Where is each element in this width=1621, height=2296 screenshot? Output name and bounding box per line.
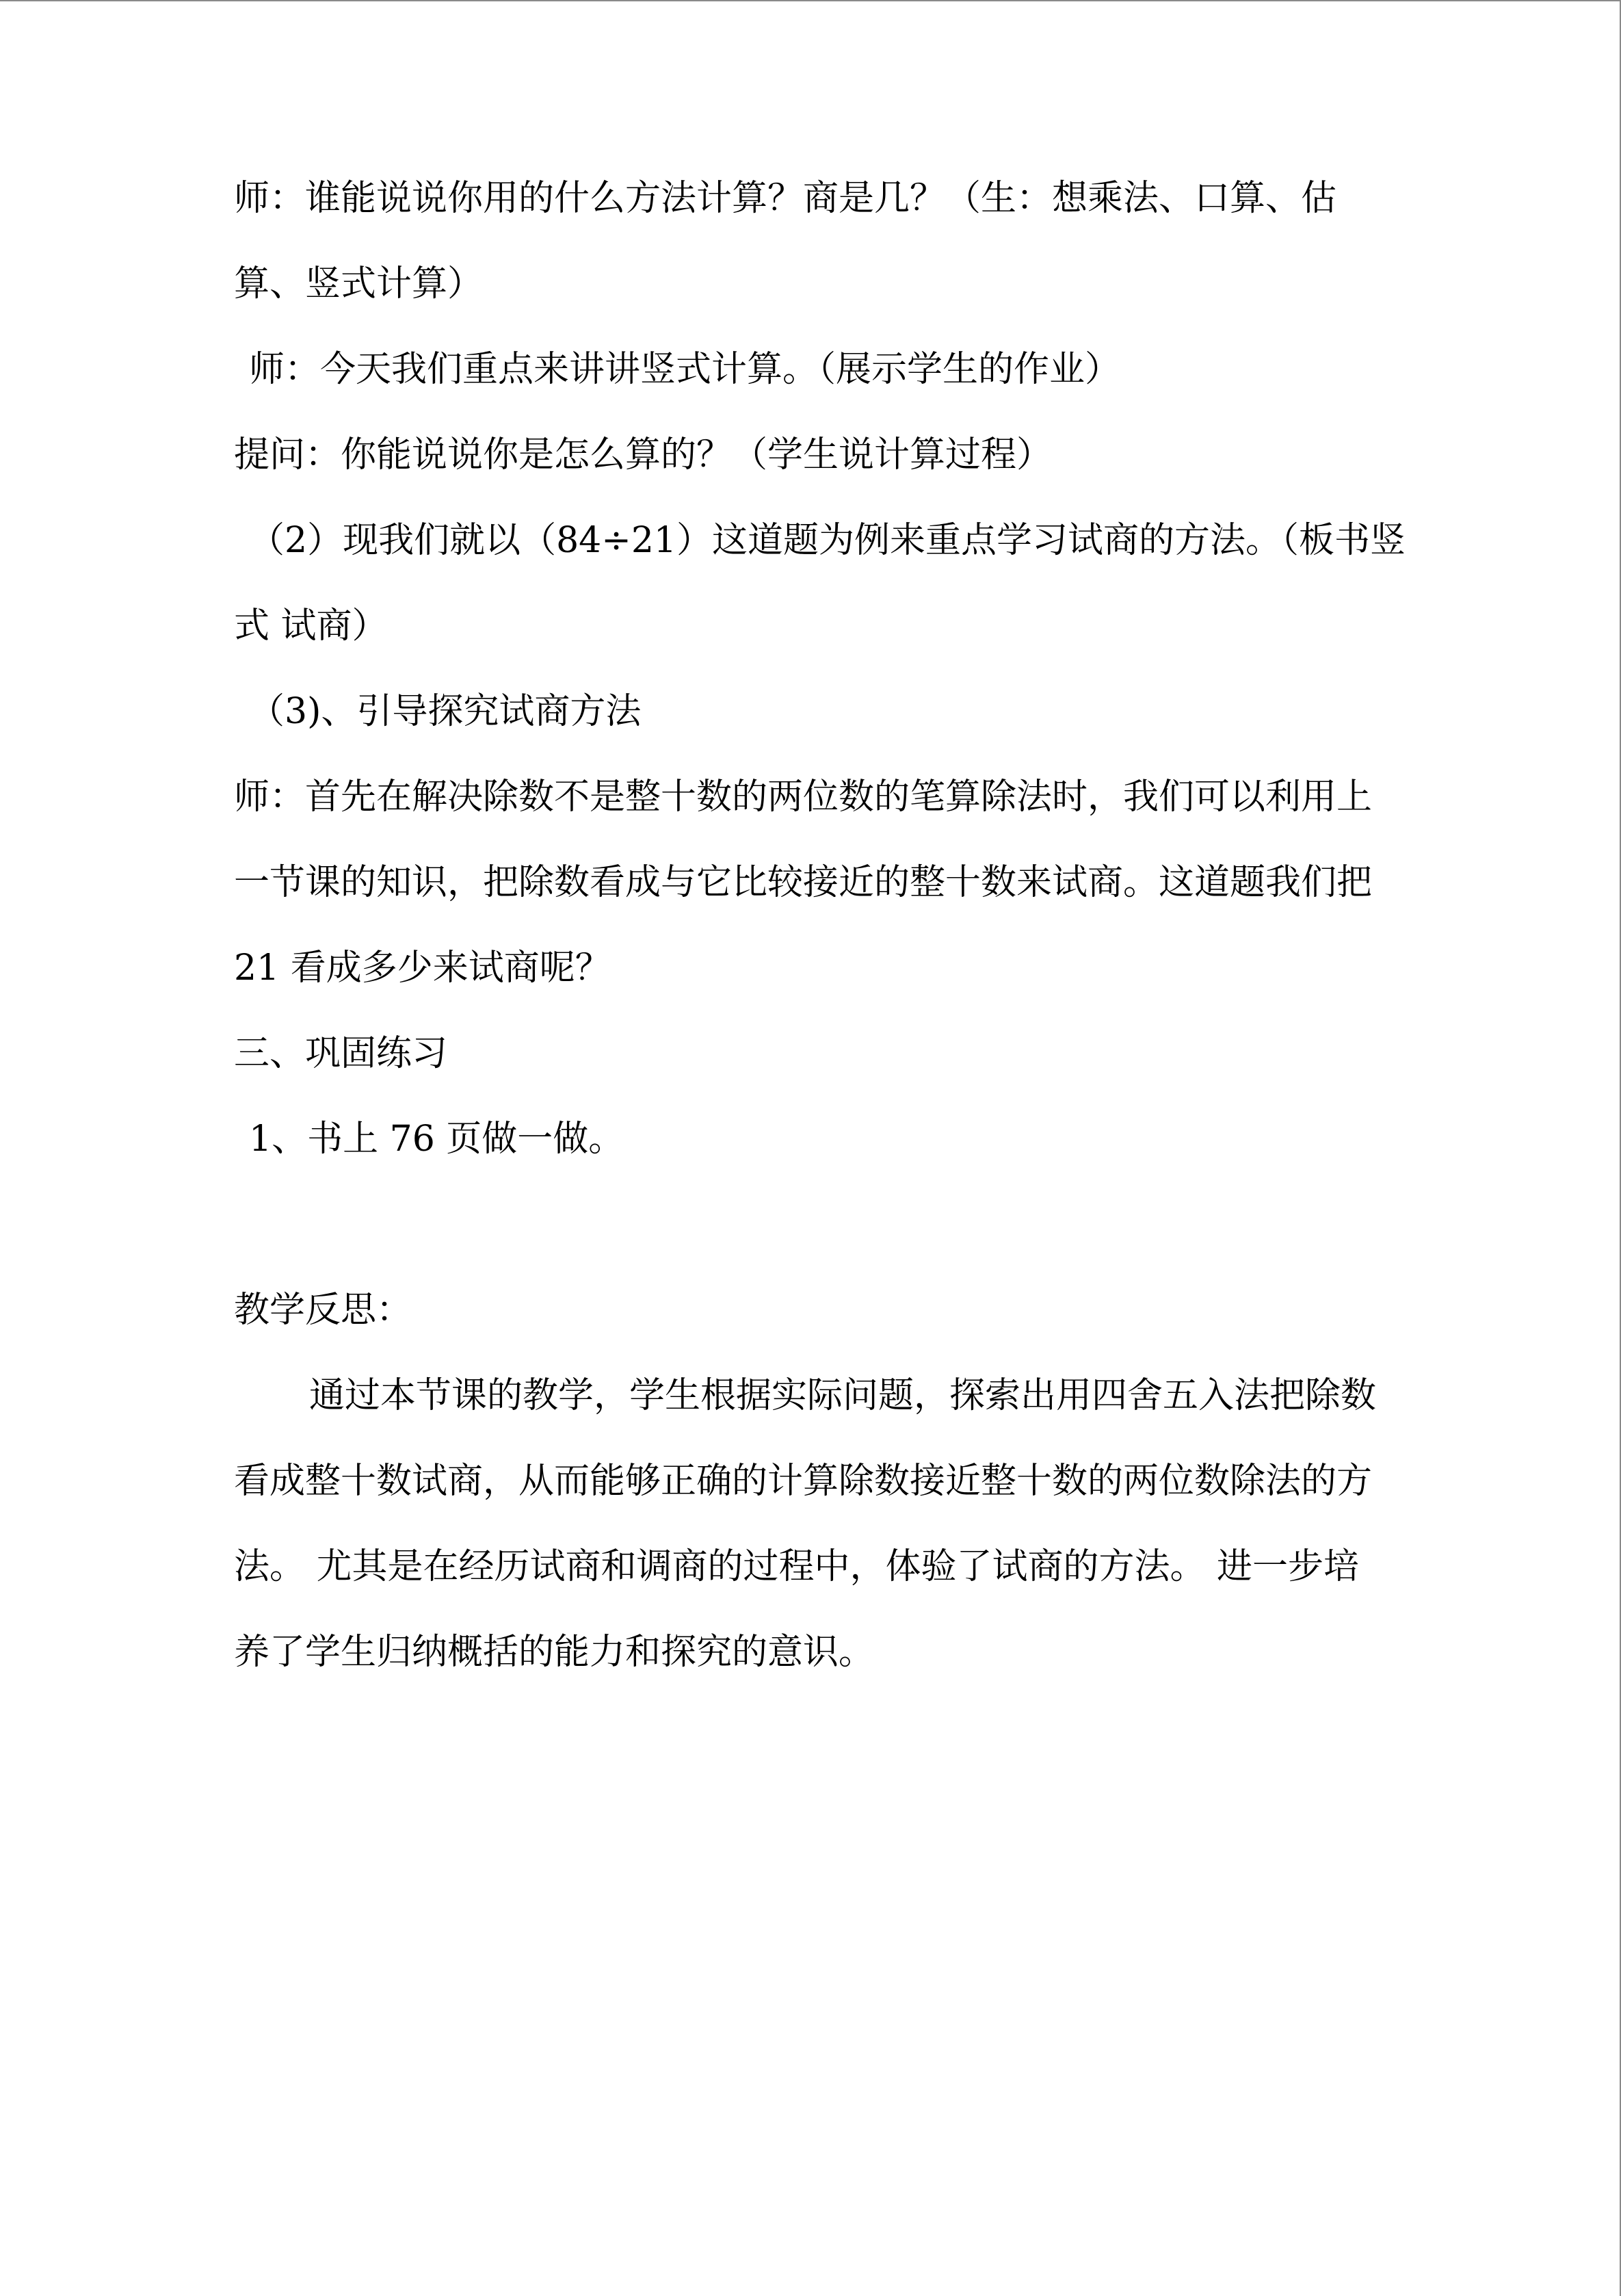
text-line-14: 通过本节课的教学，学生根据实际问题，探索出用四舍五入法把除数 [309, 1375, 1377, 1416]
section-heading: 三、巩固练习 [234, 1033, 448, 1074]
text-line-1: 师：谁能说说你用的什么方法计算？商是几？（生：想乘法、口算、估 [234, 178, 1337, 219]
text-line-7: （3)、引导探究试商方法 [249, 691, 642, 732]
text-line-10: 21 看成多少来试商呢？ [234, 948, 611, 989]
text-line-9: 一节课的知识，把除数看成与它比较接近的整十数来试商。这道题我们把 [234, 862, 1373, 903]
text-line-5: （2）现我们就以（84÷21）这道题为例来重点学习试商的方法。（板书竖 [249, 520, 1406, 561]
text-line-8: 师：首先在解决除数不是整十数的两位数的笔算除法时，我们可以利用上 [234, 777, 1373, 818]
text-line-4: 提问：你能说说你是怎么算的？（学生说计算过程） [234, 434, 1053, 475]
reflection-heading: 教学反思： [234, 1290, 412, 1331]
page-top-border [0, 0, 1621, 1]
text-line-17: 养了学生归纳概括的能力和探究的意识。 [234, 1632, 875, 1673]
text-line-2: 算、竖式计算） [234, 263, 484, 304]
text-line-15: 看成整十数试商，从而能够正确的计算除数接近整十数的两位数除法的方 [234, 1461, 1373, 1502]
text-line-6: 式 试商） [234, 605, 388, 647]
text-line-3: 师：今天我们重点来讲讲竖式计算。（展示学生的作业） [249, 349, 1121, 390]
text-line-12: 1、书上 76 页做一做。 [249, 1119, 624, 1160]
text-line-16: 法。 尤其是在经历试商和调商的过程中，体验了试商的方法。 进一步培 [234, 1546, 1360, 1587]
